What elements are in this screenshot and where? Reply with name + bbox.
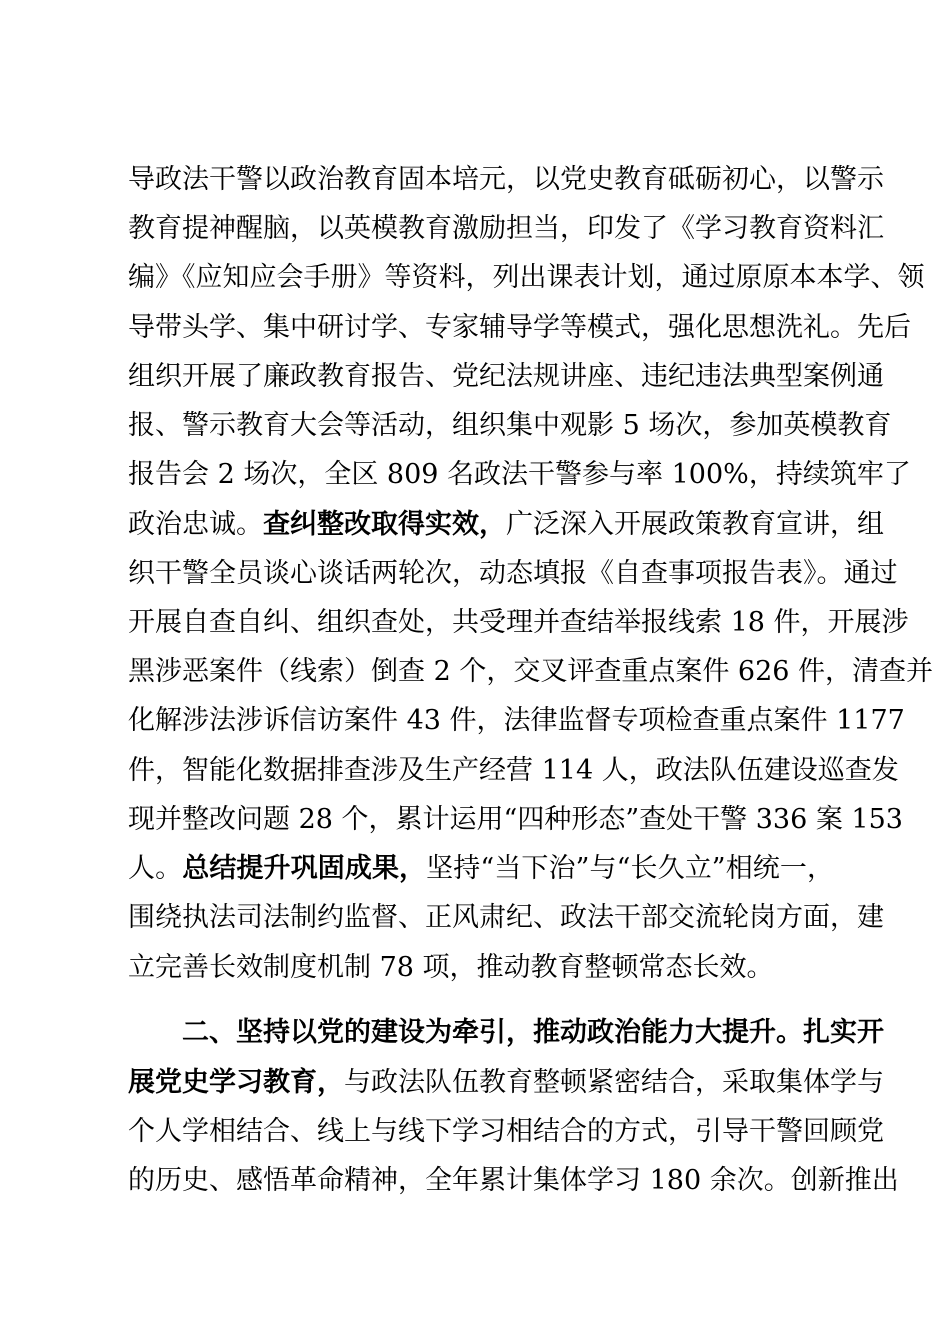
text-run: 导政法干警以政治教育固本培元，以党史教育砥砺初心，以警示 — [128, 164, 884, 195]
text-run: 广泛深入开展政策教育宣讲，组 — [506, 509, 884, 540]
section-heading-line — [182, 1013, 884, 1053]
subheading-party-history: 展党史学习教育， — [128, 1067, 344, 1098]
text-line — [128, 898, 884, 938]
text-run: 报告会 2 场次，全区 809 名政法干警参与率 100%，持续筑牢了 — [128, 459, 911, 490]
section-heading: 二、坚持以党的建设为牵引，推动政治能力大提升。扎实开 — [182, 1017, 884, 1048]
text-run: 个人学相结合、线上与线下学习相结合的方式，引导干警回顾党 — [128, 1116, 884, 1147]
text-run: 教育提神醒脑，以英模教育激励担当，印发了《学习教育资料汇 — [128, 213, 884, 244]
subheading-check-rectify: 查纠整改取得实效， — [263, 509, 506, 540]
text-line — [128, 1112, 884, 1152]
text-line — [128, 603, 909, 643]
text-run: 立完善长效制度机制 78 项，推动教育整顿常态长效。 — [128, 952, 774, 983]
text-line — [128, 1063, 884, 1103]
text-run: 织干警全员谈心谈话两轮次，动态填报《自查事项报告表》。通过 — [128, 558, 898, 589]
text-line — [128, 209, 884, 249]
text-line — [128, 849, 834, 889]
text-run: 件，智能化数据排查涉及生产经营 114 人，政法队伍建设巡查发 — [128, 755, 899, 786]
text-line — [128, 455, 911, 495]
text-line — [128, 308, 911, 348]
text-line — [128, 800, 903, 840]
text-run: 人。 — [128, 853, 183, 884]
text-run: 现并整改问题 28 个，累计运用“四种形态”查处干警 336 案 153 — [128, 804, 903, 835]
text-line — [128, 406, 892, 446]
text-run: 组织开展了廉政教育报告、党纪法规讲座、违纪违法典型案例通 — [128, 361, 884, 392]
text-run: 导带头学、集中研讨学、专家辅导学等模式，强化思想洗礼。先后 — [128, 312, 911, 343]
text-line — [128, 751, 899, 791]
text-line — [128, 160, 884, 200]
text-run: 化解涉法涉诉信访案件 43 件，法律监督专项检查重点案件 1177 — [128, 705, 905, 736]
text-run: 坚持“当下治”与“长久立”相统一， — [426, 853, 835, 884]
text-run: 黑涉恶案件（线索）倒查 2 个，交叉评查重点案件 626 件，清查并 — [128, 656, 934, 687]
text-line — [128, 258, 925, 298]
text-line — [128, 701, 905, 741]
text-run: 编》《应知应会手册》等资料，列出课表计划，通过原原本本学、领 — [128, 262, 925, 293]
text-line — [128, 1161, 899, 1201]
text-run: 政治忠诚。 — [128, 509, 263, 540]
text-line — [128, 652, 934, 692]
text-run: 开展自查自纠、组织查处，共受理并查结举报线索 18 件，开展涉 — [128, 607, 909, 638]
text-run: 与政法队伍教育整顿紧密结合，采取集体学与 — [344, 1067, 884, 1098]
text-run: 的历史、感悟革命精神，全年累计集体学习 180 余次。创新推出 — [128, 1165, 899, 1196]
text-line — [128, 948, 834, 988]
text-run: 围绕执法司法制约监督、正风肃纪、政法干部交流轮岗方面，建 — [128, 902, 884, 933]
subheading-consolidate: 总结提升巩固成果， — [182, 853, 427, 884]
text-line — [128, 505, 884, 545]
text-run: 报、警示教育大会等活动，组织集中观影 5 场次，参加英模教育 — [128, 410, 892, 441]
text-line — [128, 554, 898, 594]
text-line — [128, 357, 884, 397]
